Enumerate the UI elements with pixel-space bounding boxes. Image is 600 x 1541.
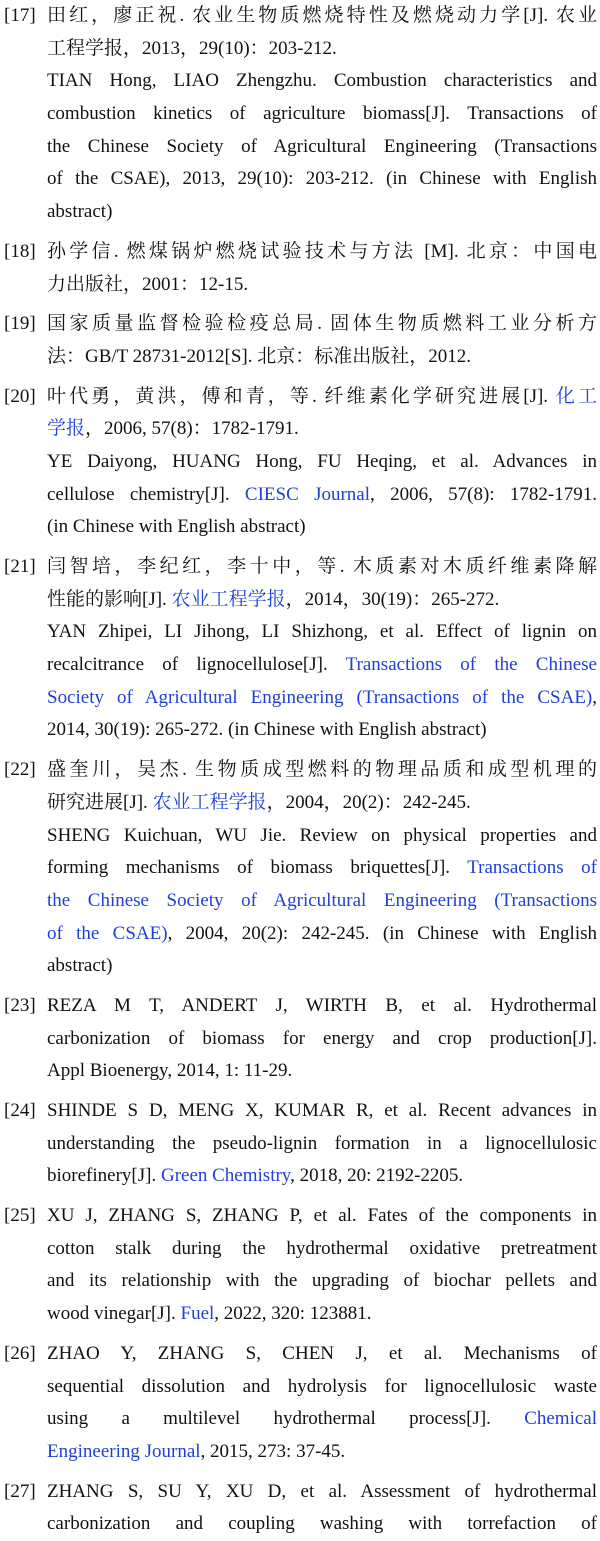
reference-text-span: YE Daiyong, HUANG Hong, FU Heqing, et al. Advances in [47, 450, 597, 472]
reference-text [47, 551, 597, 747]
reference-line [47, 682, 597, 715]
reference-line [47, 413, 597, 446]
journal-link[interactable]: Chemical [524, 1408, 597, 1430]
reference-line [47, 1436, 597, 1469]
reference-number: [27] [4, 1480, 36, 1502]
reference-text-span: 闫智培，李纪红，李十中，等. 木质素对木质纤维素降解 [47, 556, 597, 577]
reference-text-span: carbonization and coupling washing with torrefaction of [47, 1513, 597, 1535]
reference-text-span: 性能的影响[J]. [47, 588, 172, 610]
reference-line [47, 950, 597, 983]
reference-number: [18] [4, 240, 36, 262]
reference-text-span: carbonization of biomass for energy and crop production[J]. [47, 1027, 597, 1049]
reference-number: [25] [4, 1205, 36, 1227]
reference-text [47, 0, 597, 229]
journal-link[interactable]: of the CSAE) [47, 922, 168, 944]
reference-line [47, 714, 597, 747]
reference-text [47, 990, 597, 1088]
reference-text-span: cellulose chemistry[J]. [47, 483, 245, 505]
reference-item [4, 990, 597, 1088]
reference-number: [26] [4, 1342, 36, 1364]
journal-link[interactable]: Transactions of [467, 857, 597, 879]
reference-text-span: 2014, 30(19): 265-272. (in Chinese with English abstract) [47, 719, 487, 741]
reference-text-span: REZA M T, ANDERT J, WIRTH B, et al. Hydrothermal [47, 994, 597, 1016]
reference-text-span: cotton stalk during the hydrothermal oxidative pretreatment [47, 1237, 597, 1259]
reference-text-span: , 2004, 20(2): 242-245. (in Chinese with English [167, 922, 597, 944]
reference-text-span: the Chinese Society of Agricultural Engineering (Transactions [47, 135, 597, 157]
reference-text-span: 研究进展[J]. [47, 791, 153, 813]
reference-text [47, 1338, 597, 1469]
journal-link[interactable]: 化工 [555, 385, 597, 407]
journal-link[interactable]: Engineering Journal [47, 1440, 201, 1462]
reference-item [4, 1095, 597, 1193]
reference-line [47, 33, 597, 66]
reference-number: [24] [4, 1100, 36, 1121]
reference-text [47, 754, 597, 983]
reference-text-span: , 2022, 320: 123881. [214, 1303, 372, 1325]
reference-line [47, 446, 597, 479]
reference-text-span: ，2006, 57(8)：1782-1791. [85, 418, 299, 440]
journal-link[interactable]: Fuel [180, 1303, 215, 1325]
reference-item [4, 0, 597, 229]
reference-text [47, 381, 597, 544]
reference-line [47, 584, 597, 617]
reference-line [47, 269, 597, 302]
reference-line [47, 479, 597, 512]
reference-line [47, 131, 597, 164]
reference-text-span: (in Chinese with English abstract) [47, 516, 306, 538]
reference-number: [22] [4, 759, 36, 781]
reference-line [47, 885, 597, 918]
reference-text-span: ，2004，20(2)：242-245. [266, 791, 471, 813]
reference-text-span: 田红，廖正祝. 农业生物质燃烧特性及燃烧动力学[J]. 农业 [47, 5, 597, 26]
reference-text-span: YAN Zhipei, LI Jihong, LI Shizhong, et al. Effect of lignin on [47, 621, 597, 643]
reference-number: [21] [4, 556, 36, 577]
reference-text-span: ，2014，30(19)：265-272. [285, 588, 500, 610]
reference-line [47, 1403, 597, 1436]
reference-text-span: and its relationship with the upgrading of biochar pellets and [47, 1270, 597, 1292]
reference-text-span: , 2015, 273: 37-45. [200, 1440, 346, 1462]
reference-text-span: combustion kinetics of agriculture biomass[J]. Transactions of [47, 103, 597, 125]
reference-number: [19] [4, 313, 36, 335]
reference-line [47, 1200, 597, 1233]
reference-line [47, 1095, 597, 1128]
reference-line [47, 1023, 597, 1056]
reference-item [4, 1338, 597, 1469]
reference-line [47, 341, 597, 374]
reference-text-span: wood vinegar[J]. [47, 1303, 181, 1325]
reference-line [47, 98, 597, 131]
journal-link[interactable]: CIESC Journal [244, 483, 371, 505]
reference-number: [23] [4, 994, 36, 1016]
reference-line [47, 381, 597, 414]
journal-link[interactable]: 农业工程学报 [171, 588, 286, 610]
reference-line [47, 852, 597, 885]
reference-line [47, 196, 597, 229]
reference-item [4, 754, 597, 983]
reference-item [4, 308, 597, 373]
reference-line [47, 65, 597, 98]
reference-line [47, 1508, 597, 1541]
reference-line [47, 511, 597, 544]
reference-number: [20] [4, 385, 36, 407]
reference-text-span: SHENG Kuichuan, WU Jie. Review on physical properties and [47, 824, 597, 846]
reference-line [47, 1298, 597, 1331]
reference-text-span: ZHAO Y, ZHANG S, CHEN J, et al. Mechanisms of [47, 1342, 597, 1364]
reference-text-span: 叶代勇，黄洪，傅和青，等. 纤维素化学研究进展[J]. [47, 385, 556, 407]
reference-line [47, 1128, 597, 1161]
reference-line [47, 1233, 597, 1266]
reference-line [47, 163, 597, 196]
reference-line [47, 1338, 597, 1371]
reference-text-span: of the CSAE), 2013, 29(10): 203-212. (in Chinese with English [47, 168, 597, 190]
reference-text-span: forming mechanisms of biomass briquettes[J]. [47, 857, 468, 879]
journal-link[interactable]: Society of Agricultural Engineering (Transactions of the CSAE) [47, 686, 593, 708]
reference-item [4, 551, 597, 747]
reference-text-span: recalcitrance of lignocellulose[J]. [47, 654, 346, 676]
reference-text-span: , [592, 686, 597, 708]
reference-line [47, 1265, 597, 1298]
reference-text [47, 1476, 597, 1541]
reference-text-span: TIAN Hong, LIAO Zhengzhu. Combustion characteristics and [47, 70, 597, 92]
journal-link[interactable]: Transactions of the Chinese [345, 654, 597, 676]
reference-text [47, 236, 597, 301]
journal-link[interactable]: Green Chemistry [160, 1165, 291, 1187]
reference-text-span: 工程学报，2013，29(10)：203-212. [47, 37, 337, 59]
journal-link[interactable]: the Chinese Society of Agricultural Engineering (Transactions [47, 889, 597, 911]
reference-item [4, 1476, 597, 1541]
reference-text-span: using a multilevel hydrothermal process[J]. [47, 1408, 525, 1430]
reference-line [47, 1055, 597, 1088]
reference-text-span: 法：GB/T 28731-2012[S]. 北京：标准出版社，2012. [47, 345, 471, 367]
reference-text-span: 孙学信. 燃煤锅炉燃烧试验技术与方法 [M]. 北京：中国电 [47, 240, 597, 262]
reference-text-span: ZHANG S, SU Y, XU D, et al. Assessment of hydrothermal [47, 1480, 597, 1502]
reference-line [47, 820, 597, 853]
reference-text [47, 1200, 597, 1331]
reference-text-span: 盛奎川，吴杰. 生物质成型燃料的物理品质和成型机理的 [47, 759, 597, 781]
reference-line [47, 1476, 597, 1509]
reference-text-span: understanding the pseudo-lignin formation in a lignocellulosic [47, 1132, 597, 1154]
reference-text-span: abstract) [47, 201, 113, 223]
reference-line [47, 308, 597, 341]
reference-line [47, 551, 597, 584]
reference-line [47, 754, 597, 787]
reference-number: [17] [4, 5, 36, 26]
reference-item [4, 381, 597, 544]
reference-text-span: 国家质量监督检验检疫总局. 固体生物质燃料工业分析方 [47, 313, 597, 335]
reference-line [47, 787, 597, 820]
journal-link[interactable]: 学报 [47, 418, 86, 440]
reference-item [4, 1200, 597, 1331]
journal-link[interactable]: 农业工程学报 [152, 791, 267, 813]
reference-line [47, 649, 597, 682]
reference-line [47, 1371, 597, 1404]
reference-line [47, 990, 597, 1023]
reference-line [47, 1160, 597, 1193]
reference-item [4, 236, 597, 301]
reference-text-span: SHINDE S D, MENG X, KUMAR R, et al. Recent advances in [47, 1100, 597, 1121]
reference-text-span: , 2018, 20: 2192-2205. [290, 1165, 464, 1187]
reference-line [47, 236, 597, 269]
reference-text [47, 308, 597, 373]
reference-text-span: biorefinery[J]. [47, 1165, 161, 1187]
reference-text-span: , 2006, 57(8): 1782-1791. [370, 483, 597, 505]
reference-text-span: abstract) [47, 955, 113, 977]
reference-text-span: sequential dissolution and hydrolysis for lignocellulosic waste [47, 1375, 597, 1397]
reference-text-span: Appl Bioenergy, 2014, 1: 11-29. [47, 1060, 293, 1082]
reference-text-span: 力出版社，2001：12-15. [47, 273, 249, 295]
reference-text [47, 1095, 597, 1193]
reference-line [47, 616, 597, 649]
reference-text-span: XU J, ZHANG S, ZHANG P, et al. Fates of the components in [47, 1205, 597, 1227]
reference-line [47, 918, 597, 951]
reference-line [47, 0, 597, 33]
